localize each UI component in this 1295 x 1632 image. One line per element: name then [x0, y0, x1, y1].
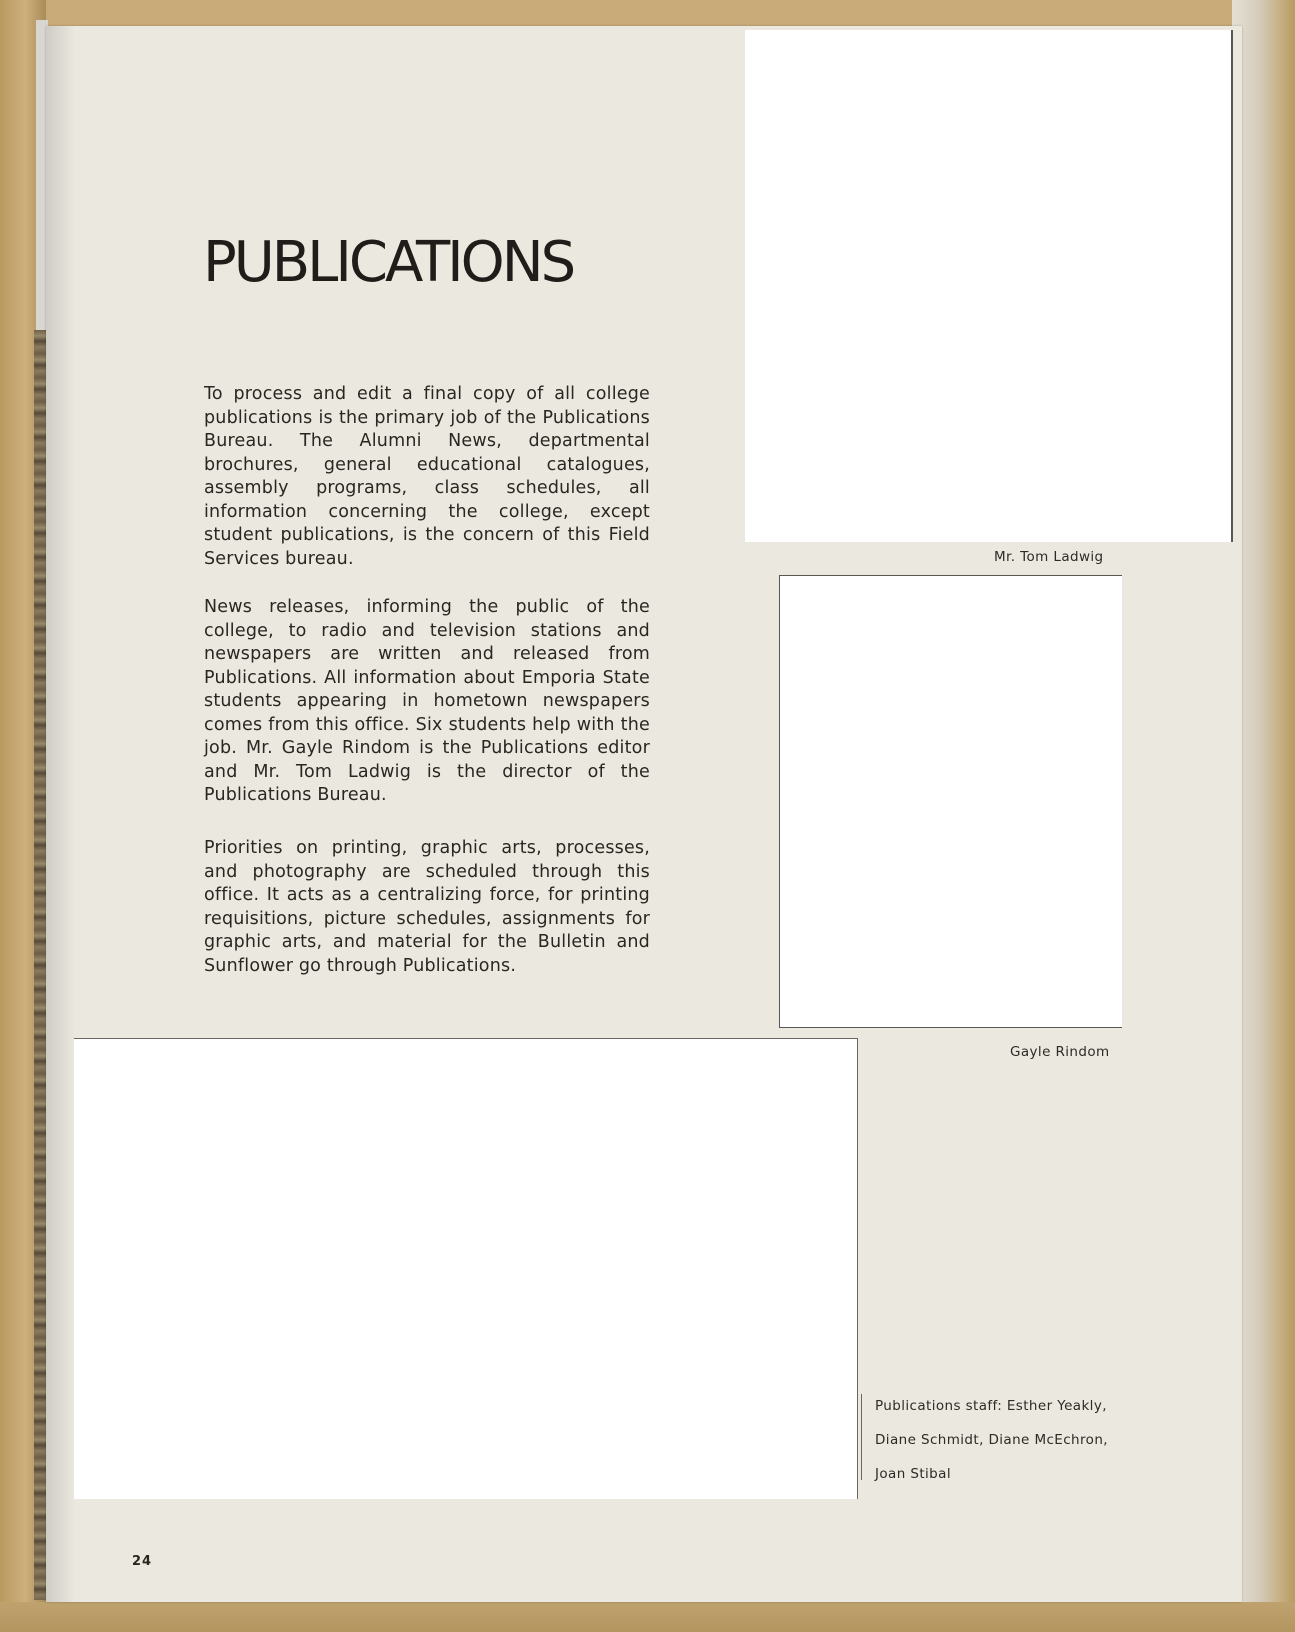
- page-title: PUBLICATIONS: [203, 230, 574, 295]
- page-number: 24: [132, 1554, 153, 1569]
- caption-staff-line-2: Diane Schmidt, Diane McEchron,: [875, 1432, 1108, 1448]
- body-paragraph-3: Priorities on printing, graphic arts, processes, and photography are scheduled through this office. It acts as a centralizing force, for printing requisitions, picture schedules, assignments for graphic arts, and material for the Bulletin and Sunflower go through Publications.: [204, 838, 650, 976]
- body-paragraph-2: News releases, informing the public of the college, to radio and television stations and newspapers are written and released from Publications. All information about Emporia State students appearing in hometown newspapers comes from this office. Six students help with the job. Mr. Gayle Rindom is the Publications editor and Mr. Tom Ladwig is the director of the Publications Bureau.: [204, 597, 650, 805]
- body-paragraph-1: To process and edit a final copy of all college publications is the primary job of the Publications Bureau. The Alumni News, departmental brochures, general educational catalogues, assembly programs, class schedules, all information concerning the college, except student publications, is the concern of this Field Services bureau.: [204, 384, 650, 569]
- caption-rule: [861, 1394, 862, 1480]
- photo-publications-staff: [74, 1038, 858, 1499]
- caption-staff-line-1: Publications staff: Esther Yeakly,: [875, 1398, 1107, 1414]
- photo-tom-ladwig: [745, 30, 1233, 542]
- photo-gayle-rindom: [779, 575, 1122, 1028]
- gutter-shadow: [46, 26, 74, 1602]
- caption-gayle-rindom: Gayle Rindom: [1010, 1044, 1110, 1060]
- caption-tom-ladwig: Mr. Tom Ladwig: [994, 549, 1104, 565]
- caption-staff-line-3: Joan Stibal: [875, 1466, 951, 1482]
- book-bottom-edge: [0, 1602, 1295, 1632]
